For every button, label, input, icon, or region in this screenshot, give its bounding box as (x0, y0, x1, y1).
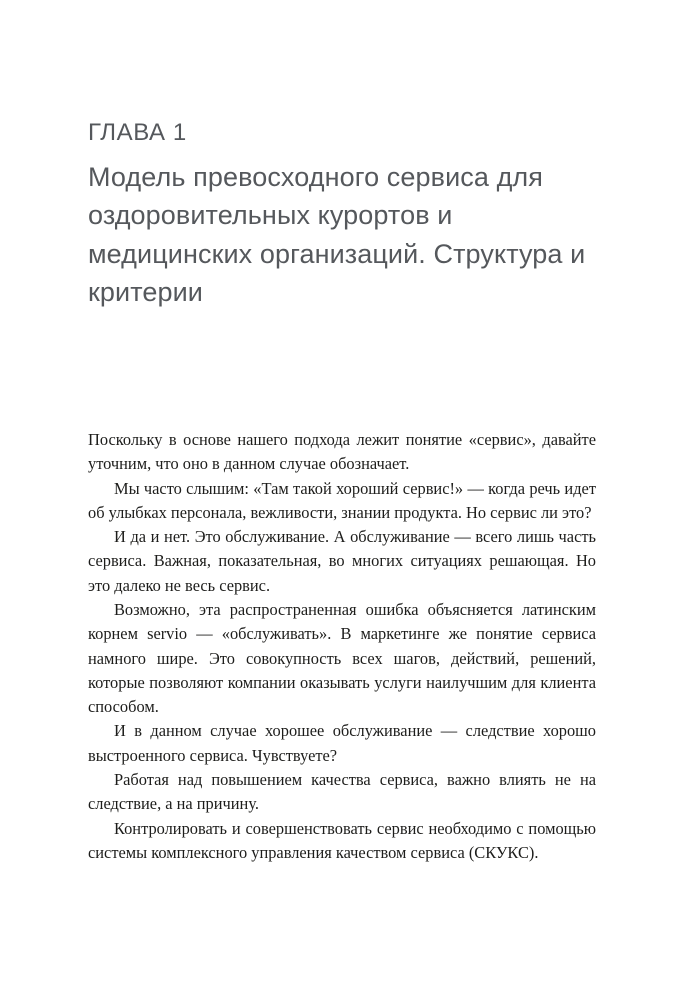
chapter-title: Модель превосходного сервиса для оздоровительных курортов и медицинских организаций. Структура и критерии (88, 162, 586, 307)
paragraph: Возможно, эта распространенная ошибка объясняется латинским корнем servio — «обслуживать». В маркетинге же понятие сервиса намного шире. Это совокупность всех шагов, действий, решений, которые позволяют компании оказывать услуги наилучшим для клиента способом. (88, 599, 596, 717)
chapter-label: ГЛАВА 1 (88, 119, 187, 146)
paragraph: И да и нет. Это обслуживание. А обслуживание — всего лишь часть сервиса. Важная, показательная, во многих ситуациях решающая. Но это далеко не весь сервис. (88, 527, 596, 595)
body-text (88, 428, 596, 865)
paragraph: Поскольку в основе нашего подхода лежит понятие «сервис», давайте уточним, что оно в данном случае обозначает. (88, 430, 596, 474)
paragraph: Контролировать и совершенствовать сервис необходимо с помощью системы комплексного управления качеством сервиса (СКУКС). (88, 818, 596, 862)
paragraph: Работая над повышением качества сервиса, важно влиять не на следствие, а на причину. (88, 769, 596, 814)
paragraph: И в данном случае хорошее обслуживание — следствие хорошо выстроенного сервиса. Чувствуете? (88, 721, 596, 765)
paragraph: Мы часто слышим: «Там такой хороший сервис!» — когда речь идет об улыбках персонала, вежливости, знании продукта. Но сервис ли это? (88, 478, 596, 522)
chapter-heading-block (88, 118, 598, 311)
